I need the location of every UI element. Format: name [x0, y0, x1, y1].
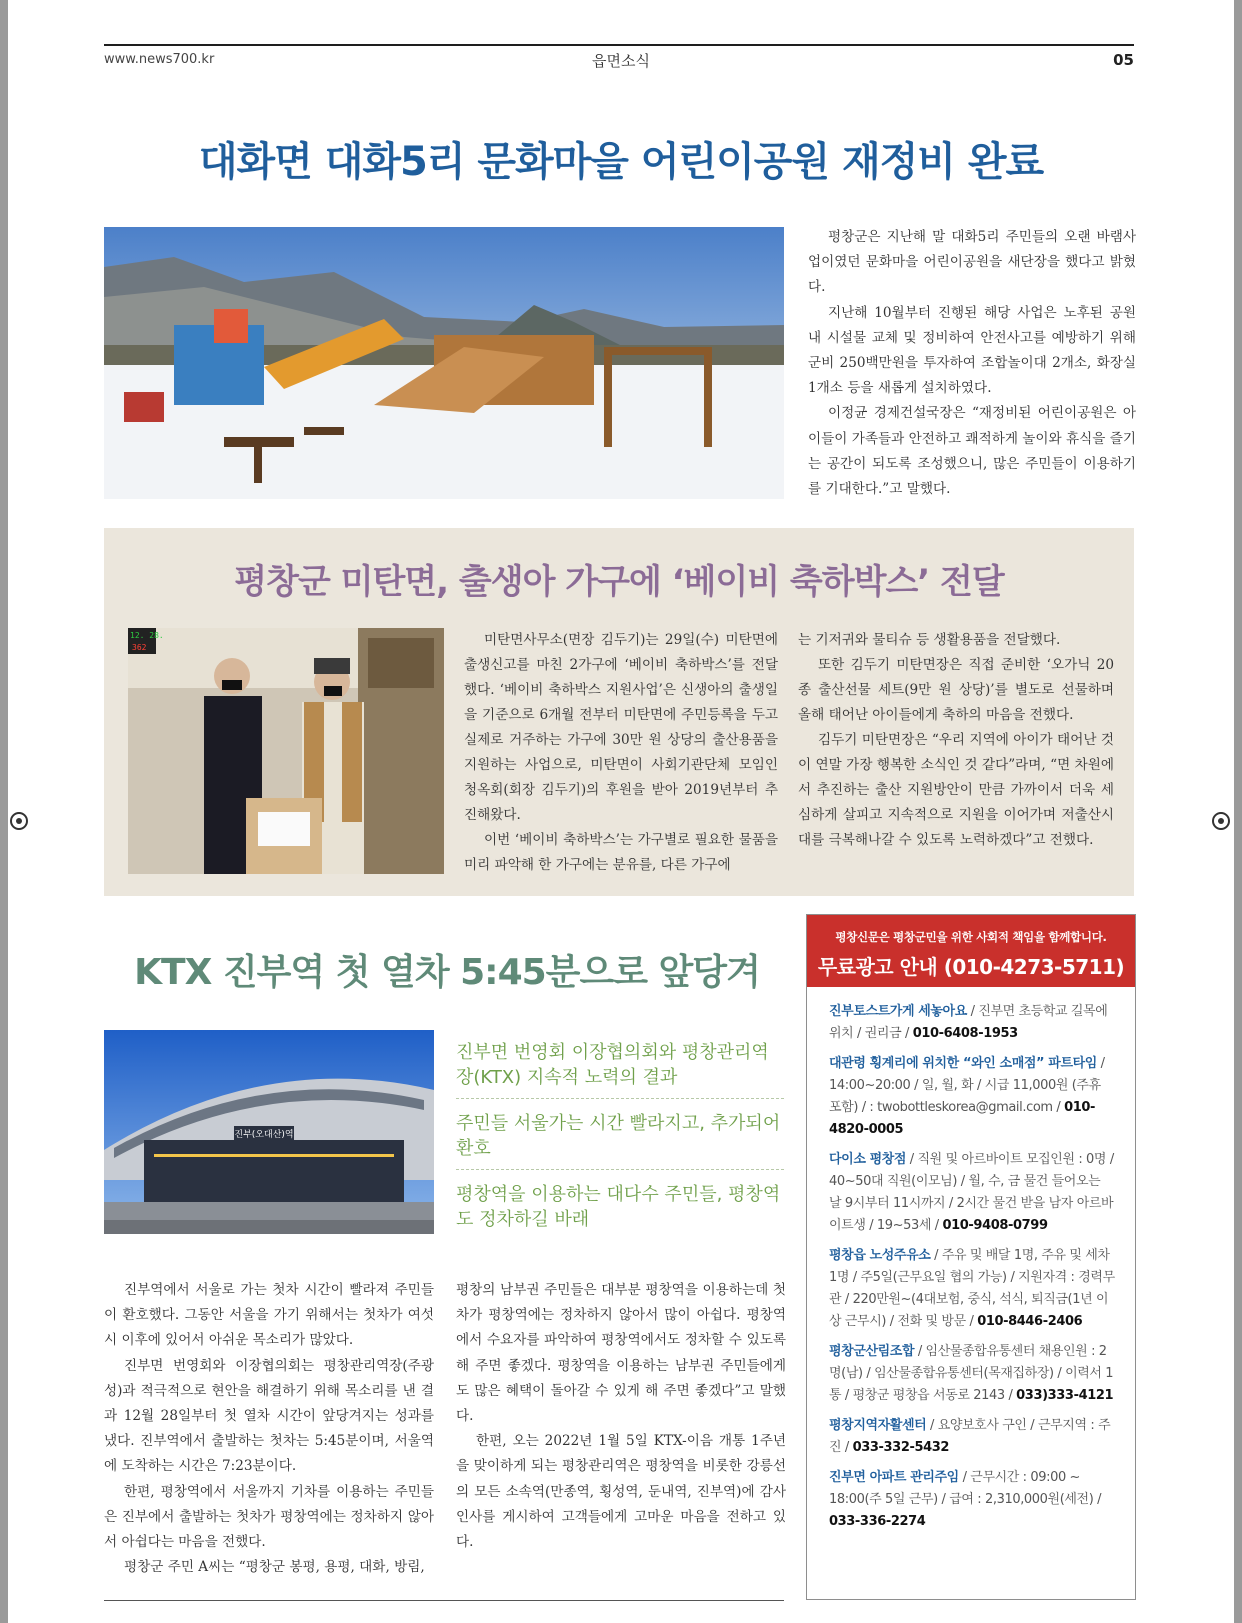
clock-count: 362 [132, 643, 147, 652]
ad-tagline: 평창신문은 평창군민을 위한 사회적 책임을 함께합니다. [835, 930, 1107, 944]
clock-date: 12. 28. [130, 631, 164, 640]
article2-paragraph: 또한 김두기 미탄면장은 직접 준비한 ‘오가닉 20종 출산선물 세트(9만 원 상당)’를 별도로 선물하며 올해 태어난 아이들에게 축하의 마음을 전했다. [798, 657, 1114, 723]
header-rule [104, 44, 1134, 46]
article3-column-1 [104, 1278, 434, 1580]
baby-box-photo [128, 628, 444, 874]
ad-item-detail: / 주유 및 배달 1명, 주유 및 세차 1명 / 주5일(근무요일 협의 가능) / 지원자격 : 경력무관 / 220만원~(4대보험, 중식, 석식, 퇴직금(1년 이상 근무시) / 전화 및 방문 / [829, 1248, 1115, 1329]
article2-column-1 [464, 628, 778, 878]
ad-item [829, 1053, 1115, 1141]
ad-item-detail: / 근무시간 : 09:00 ~ 18:00(주 5일 근무) / 급여 : 2,310,000원(세전) / [829, 1470, 1102, 1507]
ad-item-tel: 033-332-5432 [852, 1440, 950, 1455]
ad-item-detail: / 직원 및 아르바이트 모집인원 : 0명 / 40~50대 직원(이모님) / 월, 수, 금 물건 들어오는 날 9시부터 11시까지 / 2시간 물건 받을 남자 아르바이트생 / 19~53세 / [829, 1152, 1114, 1233]
article2-paragraph: 이번 ‘베이비 축하박스’는 가구별로 필요한 물품을 미리 파악해 한 가구에는 분유를, 다른 가구에 [464, 832, 778, 873]
ad-item [829, 1245, 1115, 1333]
article1-paragraph: 지난해 10월부터 진행된 해당 사업은 노후된 공원 내 시설물 교체 및 정비하여 안전사고를 예방하기 위해 군비 250백만원을 투자하여 조합놀이대 2개소, 화장실 1개소 등을 새롭게 설치하였다. [808, 304, 1136, 397]
ad-item-name: 진부면 아파트 관리주임 [829, 1470, 959, 1485]
article3-subtitle: 주민들 서울가는 시간 빨라지고, 추가되어 환호 [456, 1111, 784, 1170]
article2-title: 평창군 미탄면, 출생아 가구에 ‘베이비 축하박스’ 전달 [234, 562, 1004, 602]
ad-item-name: 평창지역자활센터 [829, 1418, 927, 1433]
page-number: 05 [1113, 51, 1134, 69]
playground-photo [104, 227, 784, 499]
article3-paragraph: 한편, 평창역에서 서울까지 기차를 이용하는 주민들은 진부에서 출발하는 첫차가 평창역에는 정차하지 않아서 아쉽다는 마음을 전했다. [104, 1483, 434, 1551]
article3-paragraph: 진부역에서 서울로 가는 첫차 시간이 빨라져 주민들이 환호했다. 그동안 서울을 가기 위해서는 첫차가 여섯시 이후에 있어서 아쉬운 목소리가 많았다. [104, 1282, 434, 1349]
ad-item-name: 평창군산림조합 [829, 1344, 915, 1359]
header-url[interactable]: www.news700.kr [104, 52, 215, 67]
ad-item [829, 1415, 1115, 1459]
article1-title: 대화면 대화5리 문화마을 어린이공원 재정비 완료 [198, 139, 1044, 185]
article3-subtitle: 진부면 번영회 이장협의회와 평창관리역장(KTX) 지속적 노력의 결과 [456, 1040, 784, 1099]
ad-phone: 무료광고 안내 (010-4273-5711) [817, 955, 1125, 979]
article3-subtitle: 평창역을 이용하는 대다수 주민들, 평창역도 정차하길 바래 [456, 1184, 781, 1230]
article2-paragraph: 김두기 미탄면장은 “우리 지역에 아이가 태어난 것이 연말 가장 행복한 소식인 것 같다”라며, “면 차원에서 추진하는 출산 지원방안이 만큼 가까이서 더욱 세심하게 살피고 지속적으로 지원을 이어가며 저출산시대를 극복해나갈 수 있도록 노력하겠다”고 전했다. [798, 732, 1114, 848]
article1-paragraph: 평창군은 지난해 말 대화5리 주민들의 오랜 바램사업이였던 문화마을 어린이공원을 새단장을 했다고 밝혔다. [808, 229, 1136, 296]
jinbu-station-photo [104, 1030, 434, 1234]
article3-paragraph: 평창군 주민 A씨는 “평창군 봉평, 용평, 대화, 방림, [124, 1559, 425, 1576]
article3-paragraph: 평창의 남부권 주민들은 대부분 평창역을 이용하는데 첫차가 평창역에는 정차하지 않아서 많이 아쉽다. 평창역에서 수요자를 파악하여 평창역에서도 정차할 수 있도록 해 주면 좋겠다. 평창역을 이용하는 남부권 주민들에게도 많은 혜택이 돌아갈 수 있게 해 주면 좋겠다”고 말했다. [456, 1282, 786, 1425]
header-section: 읍면소식 [592, 52, 650, 70]
registration-mark-icon [1212, 812, 1230, 830]
ad-item [829, 1149, 1115, 1237]
article3-title: KTX 진부역 첫 열차 5:45분으로 앞당겨 [134, 952, 760, 993]
ad-item-detail: / 임산물종합유통센터 채용인원 : 2명(남) / 임산물종합유통센터(목재집하장) / 이력서 1통 / 평창군 평창읍 서동로 2143 / [829, 1344, 1114, 1403]
ad-list [807, 987, 1135, 1533]
article3-subtitles [456, 1040, 784, 1252]
ad-item [829, 1341, 1115, 1407]
article3-paragraph: 진부면 번영회와 이장협의회는 평창관리역장(주광성)과 적극적으로 현안을 해결하기 위해 목소리를 낸 결과 12월 28일부터 첫 열차 시간이 앞당겨지는 성과를 냈다. 진부역에서 출발하는 첫차는 5:45분이며, 서울역에 도착하는 시간은 7:23분이다. [104, 1357, 434, 1475]
registration-mark-icon [10, 812, 28, 830]
ad-item-detail: / 요양보호사 구인 / 근무지역 : 주진 / [829, 1418, 1111, 1455]
ad-item-tel: 033-336-2274 [829, 1514, 926, 1529]
ad-item-detail: / 14:00~20:00 / 일, 월, 화 / 시급 11,000원 (주휴 포함) / : twobottleskorea@gmail.com / [829, 1056, 1105, 1115]
ad-item-name: 진부토스트가게 세놓아요 [829, 1004, 967, 1019]
bottom-rule [104, 1600, 784, 1601]
ad-item-name: 다이소 평창점 [829, 1152, 907, 1167]
ad-item-name: 평창읍 노성주유소 [829, 1248, 931, 1263]
ad-item-tel: 010-8446-2406 [977, 1314, 1083, 1329]
ad-header [807, 915, 1135, 987]
station-sign: 진부(오대산)역 [234, 1130, 294, 1140]
ad-item-tel: 033)333-4121 [1016, 1388, 1114, 1403]
article2-box [104, 528, 1134, 896]
ad-item-tel: 010-4820-0005 [829, 1100, 1096, 1137]
article3-column-2 [456, 1278, 786, 1555]
article3-paragraph: 한편, 오는 2022년 1월 5일 KTX-이음 개통 1주년을 맞이하게 되는 평창관리역은 평창역을 비롯한 강릉선의 모든 소속역(만종역, 횡성역, 둔내역, 진부역)에 감사인사를 게시하여 고객들에게 고마운 마음을 전하고 있다. [456, 1433, 786, 1551]
article2-paragraph: 는 기저귀와 물티슈 등 생활용품을 전달했다. [798, 632, 1061, 648]
article2-column-2 [798, 628, 1114, 853]
ad-item-detail: / 진부면 초등학교 길목에 위치 / 권리금 / [829, 1004, 1108, 1041]
ad-item [829, 1467, 1115, 1533]
article2-paragraph: 미탄면사무소(면장 김두기)는 29일(수) 미탄면에 출생신고를 마친 2가구에 ‘베이비 축하박스’를 전달했다. ‘베이비 축하박스 지원사업’은 신생아의 출생일을 기준으로 6개월 전부터 미탄면에 주민등록을 두고 실제로 거주하는 가구에 30만 원 상당의 출산용품을 지원하는 사업으로, 미탄면이 사회기관단체 모임인 청옥회(회장 김두기)의 후원을 받아 2019년부터 추진해왔다. [464, 632, 778, 823]
article1-body [808, 225, 1136, 502]
ad-item-tel: 010-9408-0799 [942, 1218, 1048, 1233]
ad-item [829, 1001, 1115, 1045]
ad-item-tel: 010-6408-1953 [912, 1026, 1018, 1041]
free-ad-box [806, 914, 1136, 1600]
ad-item-name: 대관령 횡계리에 위치한 “와인 소매점” 파트타임 [829, 1056, 1097, 1071]
article1-paragraph: 이정균 경제건설국장은 “재정비된 어린이공원은 아이들이 가족들과 안전하고 쾌적하게 놀이와 휴식을 즐기는 공간이 되도록 조성했으니, 많은 주민들이 이용하기를 기대한다.”고 말했다. [808, 405, 1136, 498]
